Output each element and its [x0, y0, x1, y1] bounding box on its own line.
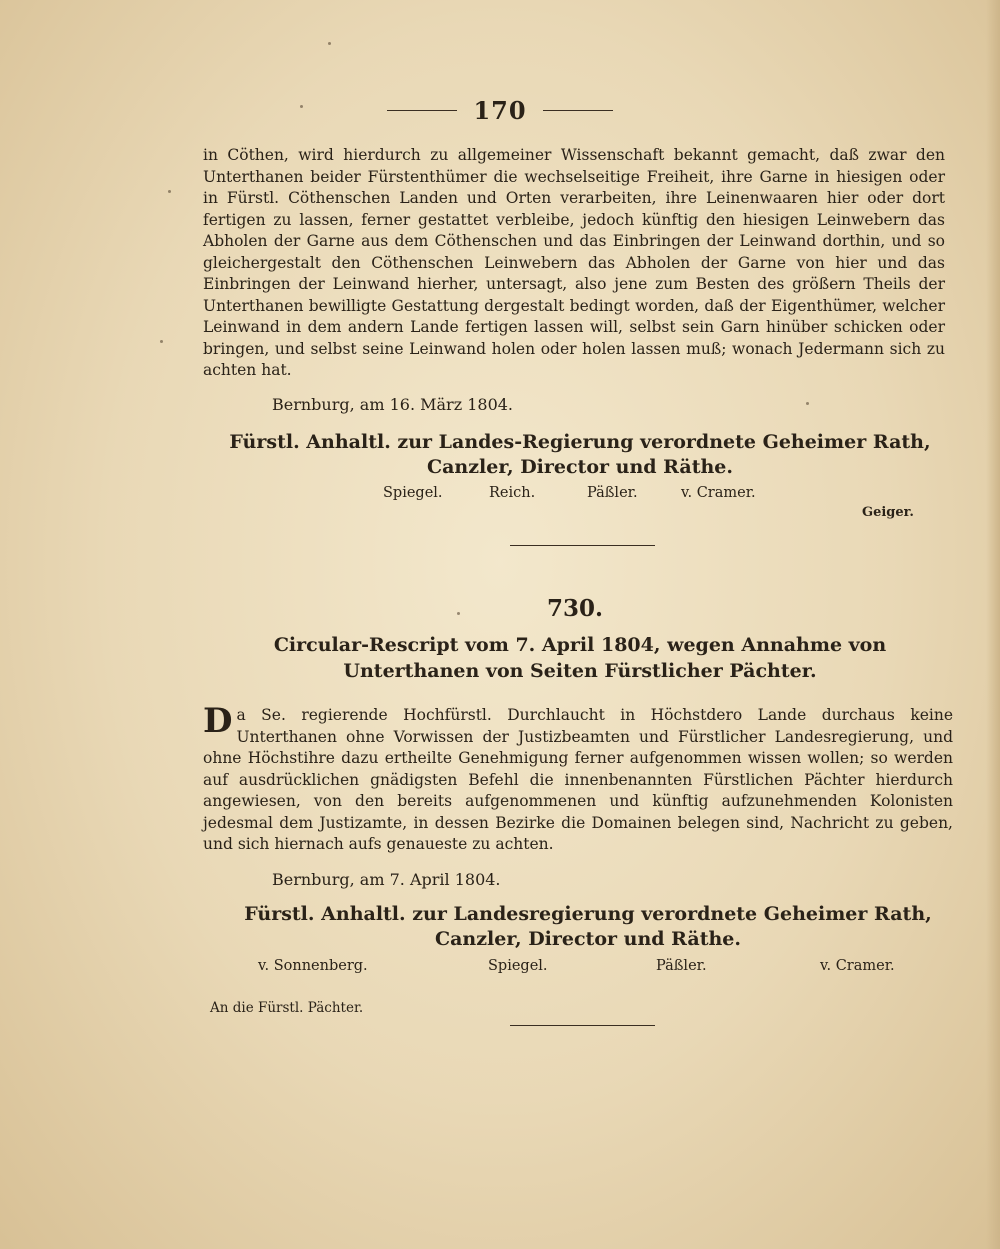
- header-rule-right: [543, 110, 613, 111]
- section2-signature-heading: Fürstl. Anhaltl. zur Landesregierung verordnete Geheimer Rath, Canzler, Director und Räthe.: [244, 903, 932, 950]
- header-rule-left: [387, 110, 457, 111]
- page-edge-shadow: [986, 0, 1000, 1249]
- section2-date: Bernburg, am 7. April 1804.: [272, 870, 501, 889]
- section2-title: Circular-Rescript vom 7. April 1804, wegen Annahme von Unterthanen von Seiten Fürstlicher Pächter.: [273, 634, 887, 682]
- section2-address: An die Fürstl. Pächter.: [210, 1000, 364, 1016]
- section2-signatory: Spiegel.: [488, 958, 548, 974]
- section2-paragraph: a Se. regierende Hochfürstl. Durchlaucht in Höchstdero Lande durchaus keine Unterthanen ohne Vorwissen der Justizbeamten und Fürstlicher Landesregierung, und ohne Höchstihre dazu ertheilte Genehmigung ferner aufgenommen wissen wollen; so werden auf ausdrücklichen gnädigsten Befehl die innenbenannten Fürstlichen Pächter hierdurch angewiesen, von den bereits aufgenommenen und künftig aufzunehmenden Kolonisten jedesmal dem Justizamte, in dessen Bezirke die Domainen belegen sind, Nachricht zu geben, und sich hiernach aufs genaueste zu achten.: [203, 706, 953, 853]
- page-header: [0, 95, 1000, 125]
- paper-speck: [328, 42, 331, 45]
- paper-speck: [806, 402, 809, 405]
- section1-paragraph: in Cöthen, wird hierdurch zu allgemeiner Wissenschaft bekannt gemacht, daß zwar den Unterthanen beider Fürstenthümer die wechselseitige Freiheit, ihre Garne in hiesigen oder in Fürstl. Cöthenschen Landen und Orten verarbeiten, ihre Leinenwaaren hier oder dort fertigen zu lassen, ferner gestattet verbleibe, jedoch künftig den hiesigen Leinwebern das Abholen der Garne aus dem Cöthenschen und das Einbringen der Leinwand dorthin, und so gleichergestalt den Cöthenschen Leinwebern das Abholen der Garne von hier und das Einbringen der Leinwand hierher, untersagt, also jene zum Besten des größern Theils der Unterthanen bewilligte Gestattung dergestalt bedingt worden, daß der Eigenthümer, welcher Leinwand in dem andern Lande fertigen lassen will, selbst sein Garn hinüber schicken oder bringen, und selbst seine Leinwand holen oder holen lassen muß; wonach Jedermann sich zu achten hat.: [203, 146, 945, 379]
- section2-signatory: Päßler.: [656, 958, 707, 974]
- section1-signature-heading: Fürstl. Anhaltl. zur Landes-Regierung verordnete Geheimer Rath, Canzler, Director und Räthe.: [229, 431, 931, 478]
- section-divider: [510, 1025, 655, 1026]
- section2-number: 730.: [546, 595, 604, 622]
- paper-speck: [168, 190, 171, 193]
- paper-speck: [457, 612, 460, 615]
- section1-signatory: Spiegel.: [383, 485, 443, 501]
- section1-signatory: Reich.: [489, 485, 536, 501]
- section1-signatory: Geiger.: [862, 505, 914, 520]
- section2-signatory: v. Sonnenberg.: [258, 958, 368, 974]
- section1-signatory: v. Cramer.: [681, 485, 756, 501]
- section2-paragraph-block: [203, 701, 953, 856]
- page-number: 170: [473, 95, 527, 125]
- section2-signatory: v. Cramer.: [820, 958, 895, 974]
- paper-speck: [160, 340, 163, 343]
- paper-speck: [300, 105, 303, 108]
- drop-cap-initial: D: [203, 701, 233, 741]
- section-divider: [510, 545, 655, 546]
- section1-date: Bernburg, am 16. März 1804.: [272, 395, 514, 414]
- section1-signatory: Päßler.: [587, 485, 638, 501]
